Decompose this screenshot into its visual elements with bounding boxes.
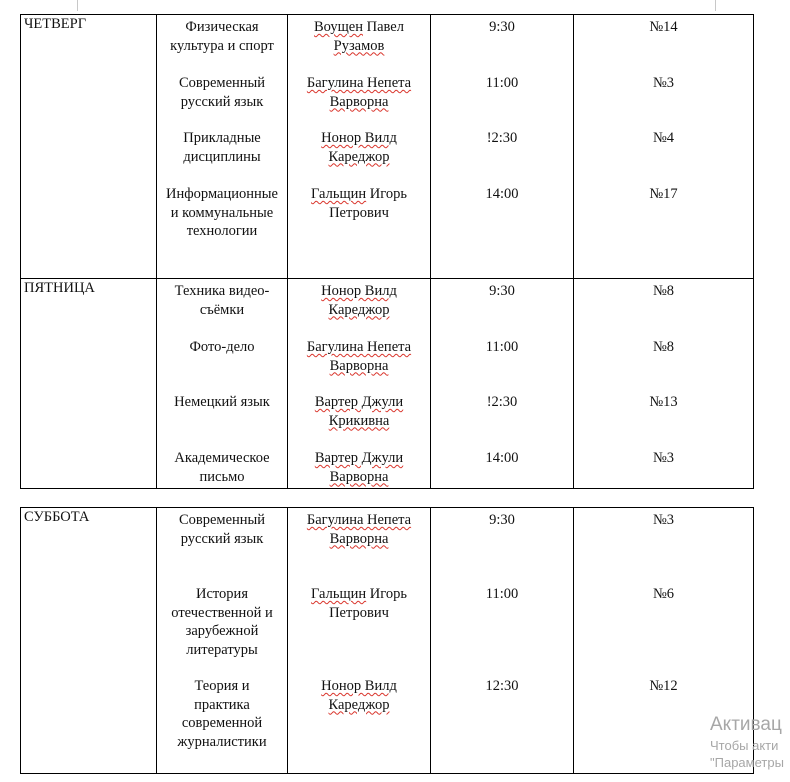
teacher-name-segment-spellcheck: Варворна <box>329 93 389 110</box>
subject-name <box>157 129 287 166</box>
teacher-name-segment-spellcheck: Кареджор <box>328 148 390 165</box>
subject-name <box>157 338 287 357</box>
teacher-name-segment-spellcheck: Вартер Джули <box>314 450 404 466</box>
teacher-name <box>288 282 430 319</box>
lesson-time: !2:30 <box>486 130 518 146</box>
times-cell-saturday <box>431 508 574 774</box>
subject-line: Немецкий язык <box>174 394 270 410</box>
subject-line: дисциплины <box>183 148 261 165</box>
teacher-name <box>288 449 430 486</box>
room-number: №12 <box>649 678 678 694</box>
room-number: №14 <box>649 19 678 35</box>
day-label-thursday: ЧЕТВЕРГ <box>24 16 87 32</box>
teacher-name <box>288 585 430 622</box>
teacher-line <box>288 37 430 56</box>
subject-line: русский язык <box>180 93 264 110</box>
schedule-table-block-2 <box>20 507 754 774</box>
teacher-name <box>288 677 430 714</box>
teacher-name-segment-spellcheck: Нонор Вилд <box>321 130 397 146</box>
teacher-name-segment-spellcheck: Багулина Непета <box>306 512 412 528</box>
teacher-line <box>288 604 430 623</box>
teacher-name <box>288 511 430 548</box>
subject-line: Современный <box>178 512 266 528</box>
day-label-friday: ПЯТНИЦА <box>24 280 95 296</box>
teacher-line <box>288 412 430 431</box>
subject-line: Теория и <box>194 678 250 694</box>
teacher-name-segment-spellcheck: Гальщин <box>311 186 367 202</box>
subject-line: съёмки <box>199 301 245 318</box>
teacher-line <box>288 18 430 37</box>
subjects-list-friday <box>157 282 287 486</box>
room-number: №3 <box>652 450 675 466</box>
lesson-time: 12:30 <box>485 678 519 694</box>
times-list-saturday <box>431 511 573 696</box>
subjects-cell-friday <box>157 279 288 489</box>
teacher-line <box>288 129 430 148</box>
lesson-time: 14:00 <box>485 186 519 202</box>
teacher-line <box>288 468 430 487</box>
lesson-time: 11:00 <box>485 75 519 91</box>
subject-line: практика <box>194 696 250 713</box>
room-number: №17 <box>649 186 678 202</box>
subject-line: современной <box>181 715 263 731</box>
room-number: №8 <box>652 339 675 355</box>
day-cell-friday <box>21 279 157 489</box>
subject-line: Информационные <box>166 186 278 202</box>
teacher-line <box>288 148 430 167</box>
teacher-line <box>288 74 430 93</box>
room-number: №13 <box>649 394 678 410</box>
teachers-cell-friday <box>288 279 431 489</box>
teacher-line <box>288 301 430 320</box>
teacher-name-segment-spellcheck: Кареджор <box>328 696 390 713</box>
teacher-line <box>288 204 430 223</box>
teacher-line <box>288 93 430 112</box>
subject-name <box>157 393 287 412</box>
teachers-list-thursday <box>288 18 430 222</box>
teacher-line <box>288 185 430 204</box>
teacher-name <box>288 74 430 111</box>
subject-name <box>157 511 287 548</box>
lesson-time: 11:00 <box>485 586 519 602</box>
subject-line: и коммунальные <box>170 204 274 221</box>
times-list-thursday <box>431 18 573 204</box>
lesson-time: 11:00 <box>485 339 519 355</box>
rooms-cell-thursday <box>574 15 754 279</box>
lesson-time: !2:30 <box>486 394 518 410</box>
subject-line: История <box>196 586 248 602</box>
teacher-name-segment-spellcheck: Багулина Непета <box>306 339 412 355</box>
subject-line: отечественной и <box>171 604 273 621</box>
times-cell-thursday <box>431 15 574 279</box>
times-cell-friday <box>431 279 574 489</box>
rooms-list-thursday <box>574 18 753 204</box>
teacher-line <box>288 585 430 604</box>
teacher-line <box>288 696 430 715</box>
teachers-cell-saturday <box>288 508 431 774</box>
subject-line: Прикладные <box>183 130 261 146</box>
teacher-name-segment-spellcheck: Варворна <box>329 530 389 547</box>
teacher-line <box>288 449 430 468</box>
room-number: №6 <box>652 586 675 602</box>
teacher-name-segment-spellcheck: Воущен <box>314 19 363 35</box>
room-number: №3 <box>652 512 675 528</box>
page-boundary-marker-right <box>715 0 716 11</box>
times-list-friday <box>431 282 573 468</box>
teacher-line <box>288 282 430 301</box>
teacher-line <box>288 338 430 357</box>
windows-activation-watermark <box>710 713 784 771</box>
subjects-cell-saturday <box>157 508 288 774</box>
subject-name <box>157 585 287 659</box>
teacher-name <box>288 18 430 55</box>
subject-name <box>157 282 287 319</box>
subject-line: зарубежной <box>185 623 259 639</box>
subject-line: журналистики <box>177 733 267 750</box>
teacher-name-segment-spellcheck: Нонор Вилд <box>321 283 397 299</box>
teacher-name <box>288 185 430 222</box>
teacher-name-segment-spellcheck: Нонор Вилд <box>321 678 397 694</box>
teacher-name-segment-spellcheck: Крикивна <box>328 412 390 429</box>
teacher-line <box>288 393 430 412</box>
schedule-table-block-1 <box>20 14 754 489</box>
teacher-name-segment: Петрович <box>329 204 389 221</box>
subjects-list-thursday <box>157 18 287 241</box>
teacher-line <box>288 357 430 376</box>
lesson-time: 9:30 <box>489 19 515 35</box>
room-number: №8 <box>652 283 675 299</box>
teacher-line <box>288 677 430 696</box>
teacher-line <box>288 530 430 549</box>
teachers-list-friday <box>288 282 430 486</box>
subject-line: литературы <box>186 641 258 658</box>
subject-line: Физическая <box>185 19 259 35</box>
activation-line-2: Чтобы акти <box>710 738 779 753</box>
activation-line-3: "Параметры <box>710 755 784 770</box>
teacher-name-segment-spellcheck: Вартер Джули <box>314 394 404 410</box>
teacher-name-segment-spellcheck: Варворна <box>329 357 389 374</box>
room-number: №3 <box>652 75 675 91</box>
day-cell-thursday <box>21 15 157 279</box>
subject-name <box>157 74 287 111</box>
subject-line: Техника видео- <box>174 283 270 299</box>
page-boundary-marker-left <box>77 0 78 11</box>
teacher-name-segment-spellcheck: Рузамов <box>333 37 385 54</box>
subject-name <box>157 449 287 486</box>
rooms-cell-friday <box>574 279 754 489</box>
subject-name <box>157 677 287 751</box>
teacher-line <box>288 511 430 530</box>
teacher-name <box>288 393 430 430</box>
subject-name <box>157 185 287 241</box>
subjects-list-saturday <box>157 511 287 751</box>
subject-line: письмо <box>199 468 245 485</box>
rooms-list-friday <box>574 282 753 468</box>
subject-line: русский язык <box>180 530 264 547</box>
teacher-name-segment: Игорь <box>366 586 407 602</box>
subject-name <box>157 18 287 55</box>
teachers-cell-thursday <box>288 15 431 279</box>
teacher-name-segment-spellcheck: Гальщин <box>311 586 367 602</box>
subjects-cell-thursday <box>157 15 288 279</box>
subject-line: Фото-дело <box>189 339 255 355</box>
teacher-name-segment-spellcheck: Варворна <box>329 468 389 485</box>
room-number: №4 <box>652 130 675 146</box>
teacher-name-segment-spellcheck: Багулина Непета <box>306 75 412 91</box>
teachers-list-saturday <box>288 511 430 714</box>
rooms-list-saturday <box>574 511 753 696</box>
lesson-time: 14:00 <box>485 450 519 466</box>
subject-line: Академическое <box>174 450 270 466</box>
teacher-name-segment: Павел <box>363 19 404 35</box>
lesson-time: 9:30 <box>489 512 515 528</box>
day-cell-saturday <box>21 508 157 774</box>
teacher-name-segment: Игорь <box>366 186 407 202</box>
teacher-name-segment-spellcheck: Кареджор <box>328 301 390 318</box>
teacher-name <box>288 129 430 166</box>
teacher-name <box>288 338 430 375</box>
teacher-name-segment: Петрович <box>329 604 389 621</box>
subject-line: Современный <box>178 75 266 91</box>
subject-line: культура и спорт <box>170 37 274 54</box>
day-label-saturday: СУББОТА <box>24 509 90 525</box>
subject-line: технологии <box>186 223 258 239</box>
activation-title: Активац <box>710 714 782 735</box>
lesson-time: 9:30 <box>489 283 515 299</box>
